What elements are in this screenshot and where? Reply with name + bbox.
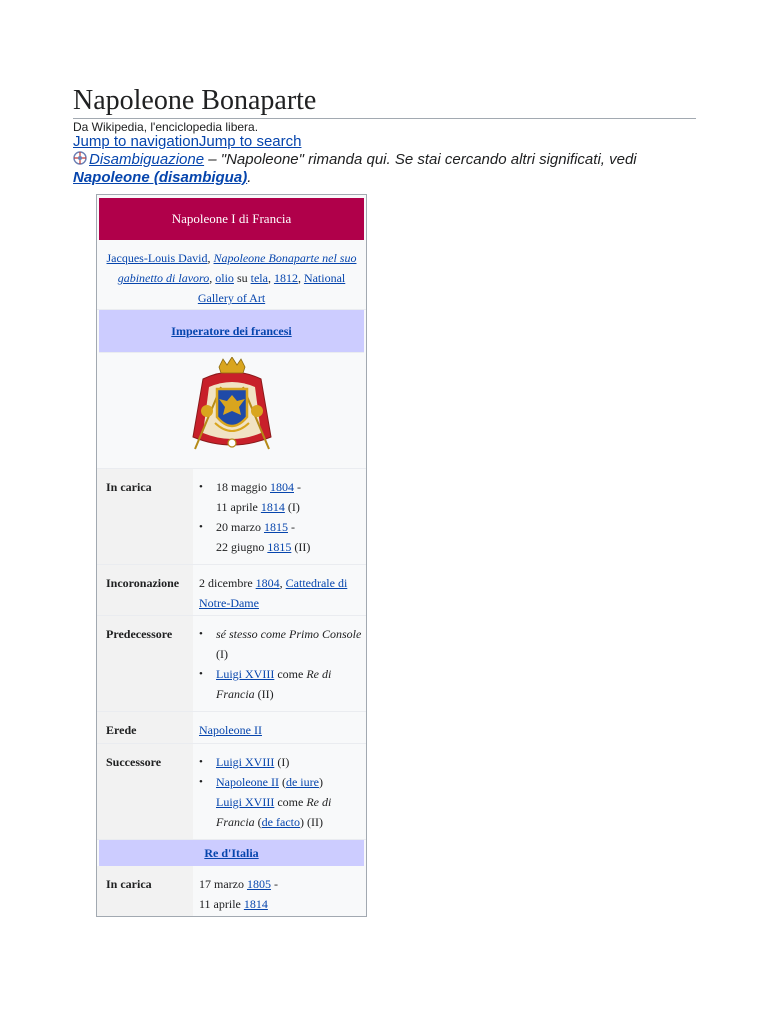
title-text: Re di Francia xyxy=(216,667,332,701)
de-iure-link[interactable]: de iure xyxy=(285,775,319,789)
caption-sep: su xyxy=(233,271,251,285)
disambiguation-hatnote xyxy=(73,151,693,187)
disambiguazione-link[interactable]: Disambiguazione xyxy=(89,151,205,168)
luigi-xviii-link[interactable]: Luigi XVIII xyxy=(216,795,275,809)
row-value xyxy=(193,712,366,743)
primo-console-text: sé stesso come Primo Console xyxy=(216,627,362,641)
suffix-text: ) (II) xyxy=(299,815,323,829)
come-text: come xyxy=(274,667,307,681)
list-item xyxy=(199,477,362,517)
date-text: (I) xyxy=(284,500,300,514)
separator: , xyxy=(279,576,286,590)
row-label: Incoronazione xyxy=(97,565,193,615)
luigi-xviii-link[interactable]: Luigi XVIII xyxy=(216,755,275,769)
list-item xyxy=(199,772,362,832)
year-link[interactable]: 1815 xyxy=(267,540,292,554)
list-item xyxy=(199,664,362,704)
row-value xyxy=(193,866,366,916)
hatnote-text: – "Napoleone" rimanda qui. Se stai cercando altri significati, vedi xyxy=(204,151,637,168)
section-re-ditalia xyxy=(99,840,364,866)
caption-year-link[interactable]: 1812 xyxy=(273,271,298,285)
jump-to-search-link[interactable]: Jump to search xyxy=(198,133,302,150)
row-value xyxy=(193,616,366,711)
caption-museum-link[interactable]: National Gallery of Art xyxy=(197,271,346,305)
year-link[interactable]: 1804 xyxy=(255,576,280,590)
year-link[interactable]: 1814 xyxy=(260,500,285,514)
suffix-text: (II) xyxy=(254,687,274,701)
row-label: In carica xyxy=(97,469,193,564)
suffix-text: (I) xyxy=(274,755,290,769)
napoleone-ii-link[interactable]: Napoleone II xyxy=(216,775,279,789)
row-label: Erede xyxy=(97,712,193,743)
paren-text: ( xyxy=(254,815,262,829)
imperatore-dei-francesi-link[interactable]: Imperatore dei francesi xyxy=(171,324,292,338)
suffix-text: (I) xyxy=(216,647,228,661)
jump-to-navigation-link[interactable]: Jump to navigation xyxy=(73,133,199,150)
year-link[interactable]: 1805 xyxy=(246,877,271,891)
row-incoronazione xyxy=(97,565,366,616)
section-imperatore xyxy=(99,310,364,353)
date-text: 2 dicembre xyxy=(199,576,256,590)
row-erede xyxy=(97,712,366,744)
page-title: Napoleone Bonaparte xyxy=(73,84,696,119)
date-text: - xyxy=(270,877,278,891)
caption-work: Napoleone Bonaparte nel suo gabinetto di lavoro xyxy=(117,251,357,285)
notre-dame-link[interactable]: Cattedrale di Notre-Dame xyxy=(199,576,348,610)
row-label: Predecessore xyxy=(97,616,193,711)
caption-support-link[interactable]: tela xyxy=(250,271,268,285)
caption-sep: , xyxy=(297,271,304,285)
list-item xyxy=(199,517,362,557)
title-text: Re di Francia xyxy=(216,795,332,829)
caption-sep: , xyxy=(207,251,214,265)
row-value xyxy=(193,469,366,564)
disambiguation-icon xyxy=(73,151,87,165)
luigi-xviii-link[interactable]: Luigi XVIII xyxy=(216,667,275,681)
paren-text: ) xyxy=(318,775,323,789)
caption-medium-link[interactable]: olio xyxy=(215,271,234,285)
date-text: 17 marzo xyxy=(199,877,247,891)
date-text: - xyxy=(294,480,301,494)
date-text: (II) xyxy=(291,540,311,554)
year-link[interactable]: 1804 xyxy=(270,480,294,494)
napoleone-disambigua-link[interactable]: Napoleone (disambigua) xyxy=(73,169,248,186)
date-text: 20 marzo xyxy=(216,520,264,534)
date-text: 11 aprile xyxy=(216,500,261,514)
infobox xyxy=(96,194,367,917)
tagline: Da Wikipedia, l'enciclopedia libera. xyxy=(73,120,259,134)
re-ditalia-link[interactable]: Re d'Italia xyxy=(204,846,259,860)
paren-text: ( xyxy=(278,775,286,789)
caption-author-link[interactable]: Jacques-Louis David xyxy=(106,251,208,265)
row-label: In carica xyxy=(97,866,193,916)
date-text: 11 aprile xyxy=(199,897,244,911)
infobox-header: Napoleone I di Francia xyxy=(99,198,364,240)
date-text: 22 giugno xyxy=(216,540,268,554)
imperial-coat-of-arms-icon xyxy=(185,357,279,459)
list-item xyxy=(199,752,362,772)
list-item xyxy=(199,624,362,664)
row-value xyxy=(193,744,366,839)
year-link[interactable]: 1814 xyxy=(243,897,268,911)
napoleone-ii-link[interactable]: Napoleone II xyxy=(199,723,262,737)
de-facto-link[interactable]: de facto xyxy=(261,815,300,829)
hatnote-end: . xyxy=(247,169,252,186)
come-text: come xyxy=(274,795,307,809)
row-in-carica-italia xyxy=(97,866,366,916)
coat-of-arms-image[interactable] xyxy=(97,353,366,469)
date-text: 18 maggio xyxy=(216,480,270,494)
row-value xyxy=(193,565,366,615)
row-successore xyxy=(97,744,366,840)
caption-sep: , xyxy=(209,271,216,285)
caption-sep: , xyxy=(267,271,274,285)
infobox-caption xyxy=(97,240,366,310)
date-text: - xyxy=(287,520,295,534)
year-link[interactable]: 1815 xyxy=(263,520,288,534)
row-in-carica xyxy=(97,469,366,565)
row-predecessore xyxy=(97,616,366,712)
row-label: Successore xyxy=(97,744,193,839)
jump-links xyxy=(73,133,301,150)
